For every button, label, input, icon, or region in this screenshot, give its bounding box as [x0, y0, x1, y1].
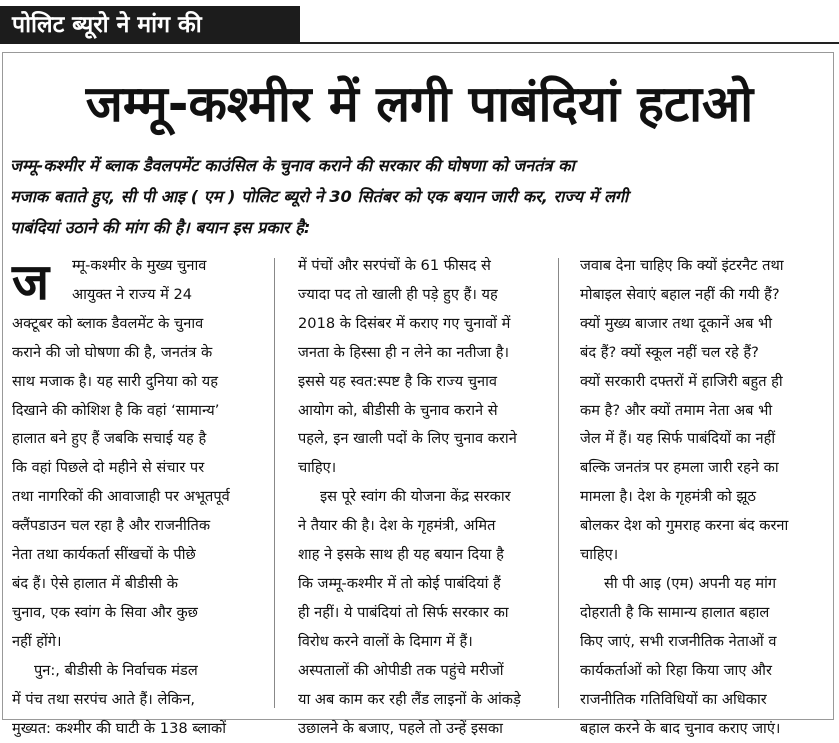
body-line: या अब काम कर रही लैंड लाइनों के आंकड़े: [286, 686, 548, 715]
body-line: जेल में हैं। यह सिर्फ पाबंदियों का नहीं: [570, 425, 832, 454]
body-line: बंद हैं। ऐसे हालात में बीडीसी के: [12, 570, 262, 599]
body-line: नेता तथा कार्यकर्ता सींखचों के पीछे: [12, 541, 262, 570]
body-line: दिखाने की कोशिश है कि वहां ‘सामान्य’: [12, 397, 262, 426]
body-line: कराने की जो घोषणा की है, जनतंत्र के: [12, 339, 262, 368]
headline: जम्मू-कश्मीर में लगी पाबंदियां हटाओ: [0, 58, 839, 150]
body-line: क्लैंपडाउन चल रहा है और राजनीतिक: [12, 512, 262, 541]
header-rule: [300, 42, 839, 44]
article-body: [12, 252, 832, 714]
body-line: शाह ने इसके साथ ही यह बयान दिया है: [286, 541, 548, 570]
section-label: पोलिट ब्यूरो ने मांग की: [0, 6, 300, 44]
body-line: राजनीतिक गतिविधियों का अधिकार: [570, 686, 832, 715]
body-line: क्यों मुख्य बाजार तथा दूकानें अब भी: [570, 310, 832, 339]
body-line: ज्यादा पद तो खाली ही पड़े हुए हैं। यह: [286, 281, 548, 310]
body-line: इससे यह स्वत:स्पष्ट है कि राज्य चुनाव: [286, 368, 548, 397]
column-1: [12, 252, 262, 714]
body-line: में पंच तथा सरपंच आते हैं। लेकिन,: [12, 686, 262, 715]
body-line: कार्यकर्ताओं को रिहा किया जाए और: [570, 657, 832, 686]
body-line: ही नहीं। ये पाबंदियां तो सिर्फ सरकार का: [286, 599, 548, 628]
body-line: बोलकर देश को गुमराह करना बंद करना: [570, 512, 832, 541]
body-line: में पंचों और सरपंचों के 61 फीसद से: [286, 252, 548, 281]
body-line: मुख्यत: कश्मीर की घाटी के 138 ब्लाकों: [12, 715, 262, 743]
body-line: आयोग को, बीडीसी के चुनाव कराने से: [286, 397, 548, 426]
body-line: चाहिए।: [570, 541, 832, 570]
body-line: पहले, इन खाली पदों के लिए चुनाव कराने: [286, 425, 548, 454]
body-line: 2018 के दिसंबर में कराए गए चुनावों में: [286, 310, 548, 339]
body-line: दोहराती है कि सामान्य हालात बहाल: [570, 599, 832, 628]
body-line: विरोध करने वालों के दिमाग में हैं।: [286, 628, 548, 657]
column-3: [570, 252, 832, 714]
body-line: ने तैयार की है। देश के गृहमंत्री, अमित: [286, 512, 548, 541]
body-line: मोबाइल सेवाएं बहाल नहीं की गयी हैं?: [570, 281, 832, 310]
body-line: अक्टूबर को ब्लाक डैवलमेंट के चुनाव: [12, 310, 262, 339]
body-line: चुनाव, एक स्वांग के सिवा और कुछ: [12, 599, 262, 628]
body-line: बंद हैं? क्यों स्कूल नहीं चल रहे हैं?: [570, 339, 832, 368]
body-line: म्मू-कश्मीर के मुख्य चुनाव: [12, 252, 262, 281]
section-header-bar: [0, 0, 839, 44]
body-line: मामला है। देश के गृहमंत्री को झूठ: [570, 483, 832, 512]
body-line: किए जाएं, सभी राजनीतिक नेताओं व: [570, 628, 832, 657]
body-line: कि वहां पिछले दो महीने से संचार पर: [12, 454, 262, 483]
lede-line: पाबंदियां उठाने की मांग की है। बयान इस प्रकार है:: [10, 212, 832, 243]
body-line: कि जम्मू-कश्मीर में तो कोई पाबंदियां हैं: [286, 570, 548, 599]
column-2: [286, 252, 548, 714]
body-line: तथा नागरिकों की आवाजाही पर अभूतपूर्व: [12, 483, 262, 512]
body-line: बल्कि जनतंत्र पर हमला जारी रहने का: [570, 454, 832, 483]
body-line: बहाल करने के बाद चुनाव कराए जाएं।: [570, 715, 832, 743]
body-line: नहीं होंगे।: [12, 628, 262, 657]
body-line: जवाब देना चाहिए कि क्यों इंटरनैट तथा: [570, 252, 832, 281]
body-line: अस्पतालों की ओपीडी तक पहुंचे मरीजों: [286, 657, 548, 686]
body-line: जनता के हिस्सा ही न लेने का नतीजा है।: [286, 339, 548, 368]
lede-paragraph: [10, 150, 832, 243]
body-line: उछालने के बजाए, पहले तो उन्हें इसका: [286, 715, 548, 743]
body-line: सी पी आइ (एम) अपनी यह मांग: [570, 570, 832, 599]
body-line: आयुक्त ने राज्य में 24: [12, 281, 262, 310]
body-line: पुन:, बीडीसी के निर्वाचक मंडल: [12, 657, 262, 686]
lede-line: जम्मू-कश्मीर में ब्लाक डैवलपमेंट काउंसिल के चुनाव कराने की सरकार की घोषणा को जनतंत्र का: [10, 150, 832, 181]
body-line: हालात बने हुए हैं जबकि सचाई यह है: [12, 425, 262, 454]
body-line: कम है? और क्यों तमाम नेता अब भी: [570, 397, 832, 426]
lede-line: मजाक बताते हुए, सी पी आइ ( एम ) पोलिट ब्यूरो ने 30 सितंबर को एक बयान जारी कर, राज्य में लगी: [10, 181, 832, 212]
body-line: चाहिए।: [286, 454, 548, 483]
drop-cap: ज: [12, 254, 60, 310]
body-line: क्यों सरकारी दफ्तरों में हाजिरी बहुत ही: [570, 368, 832, 397]
body-line: साथ मजाक है। यह सारी दुनिया को यह: [12, 368, 262, 397]
body-line: इस पूरे स्वांग की योजना केंद्र सरकार: [286, 483, 548, 512]
